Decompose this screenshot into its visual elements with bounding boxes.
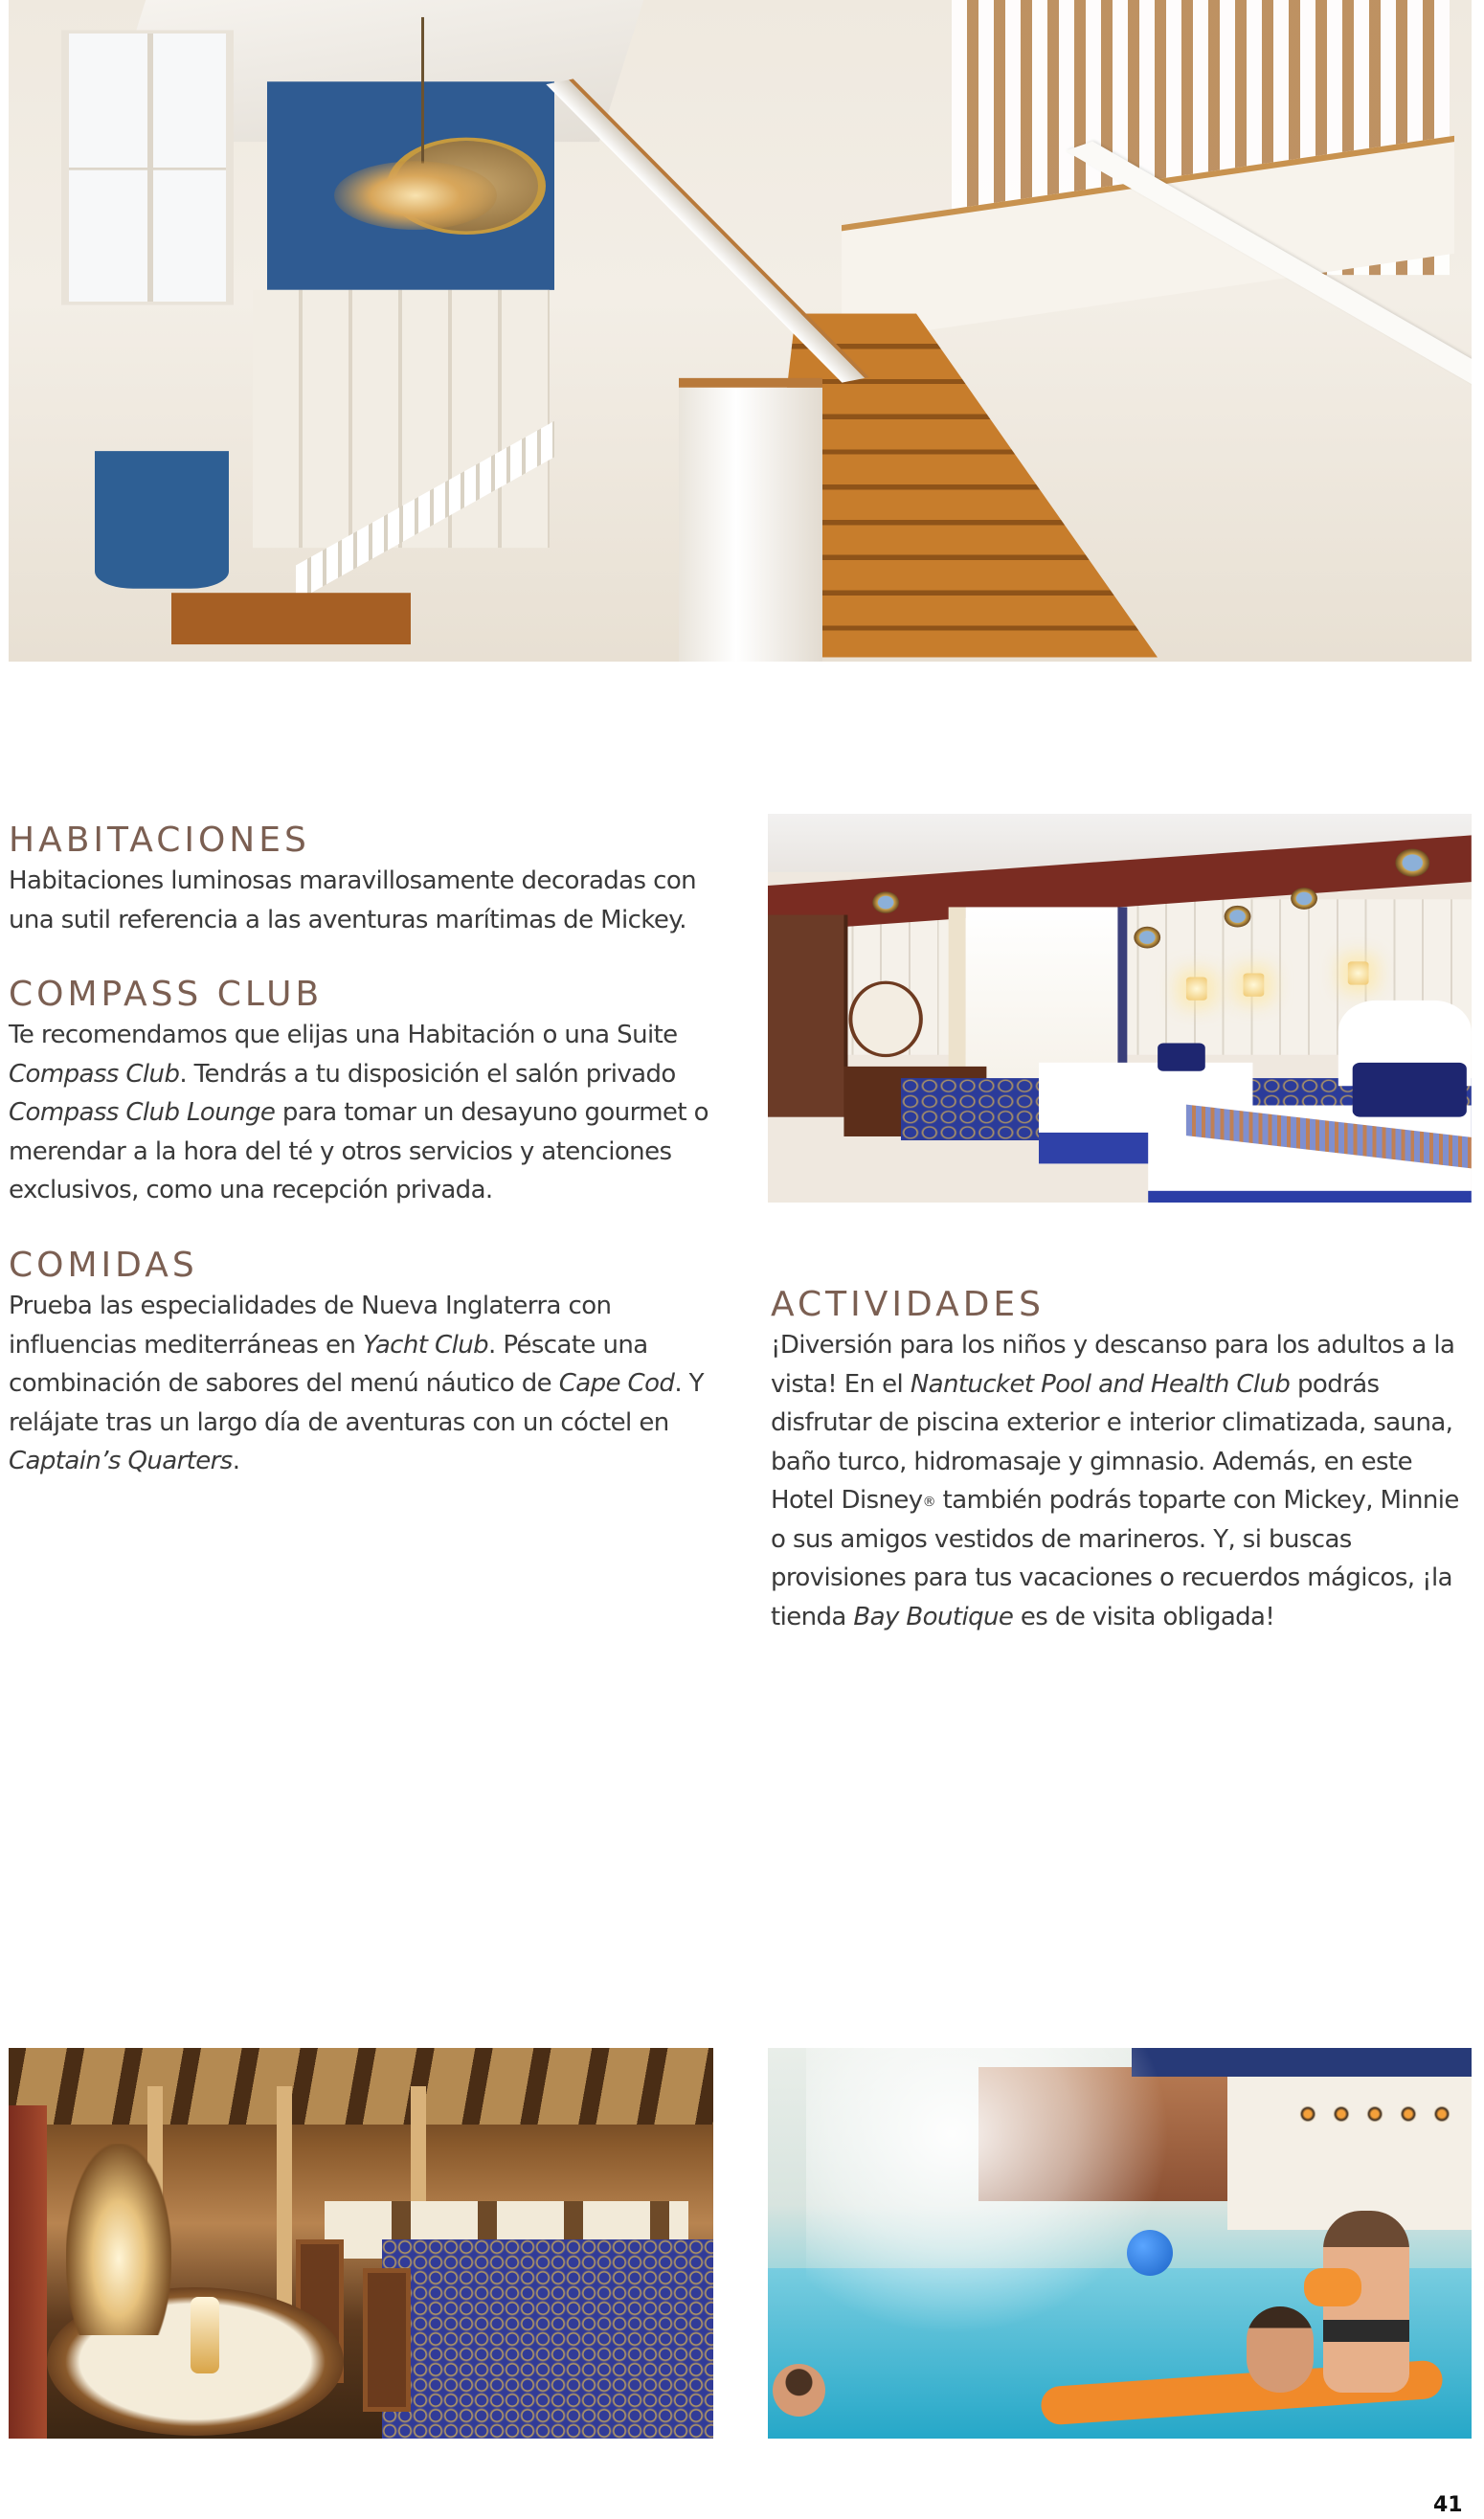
handrail <box>546 79 868 382</box>
wall-lamp <box>1244 973 1265 996</box>
vanity-mirror <box>848 981 922 1058</box>
room-photo <box>768 814 1472 1203</box>
section-habitaciones <box>9 820 736 939</box>
section-body: Te recomendamos que elijas una Habitación o una Suite Compass Club. Tendrás a tu disposición el salón privado Compass Club Lounge para tomar un desayuno gourmet o merendar a la hora del té y otros servicios y atenciones exclusivos, como una recepción privada. <box>9 1021 708 1204</box>
staircase-photo-scene <box>9 0 1472 662</box>
blue-ceiling <box>1132 2048 1472 2077</box>
blue-curtain <box>95 451 229 589</box>
porthole-frame <box>1395 849 1429 877</box>
porthole <box>1299 2105 1316 2123</box>
porthole-frame <box>1225 906 1251 928</box>
wall-lamp <box>1186 978 1207 1001</box>
candle-lantern <box>191 2297 219 2373</box>
window <box>61 30 234 304</box>
window <box>949 907 1128 1078</box>
staircase-photo <box>9 0 1472 662</box>
section-title: ACTIVIDADES <box>771 1285 1046 1324</box>
pillar <box>277 2086 292 2335</box>
room-photo-scene <box>768 814 1472 1203</box>
porthole-frame <box>872 891 899 913</box>
pool-photo <box>768 2048 1472 2439</box>
swimmer-head <box>773 2364 825 2417</box>
section-body: Prueba las especialidades de Nueva Inglaterra con influencias mediterráneas en Yacht Club. Péscate una combinación de sabores del menú náutico de Cape Cod. Y relájate tras un largo día de aventuras con un cóctel en Captain’s Quarters. <box>9 1292 704 1475</box>
section-title: COMIDAS <box>9 1246 198 1285</box>
porthole-frame <box>1134 927 1160 949</box>
wood-beam-ceiling <box>9 2048 713 2125</box>
pillow <box>1158 1044 1205 1071</box>
porthole <box>1333 2105 1350 2123</box>
wall <box>1227 2067 1472 2230</box>
chandelier-chain <box>421 17 424 164</box>
porthole-frame <box>1291 888 1317 910</box>
dining-photo <box>9 2048 713 2439</box>
page-number: 41 <box>1433 2493 1463 2517</box>
porthole <box>1400 2105 1417 2123</box>
wall-lamp <box>1348 961 1369 984</box>
lantern <box>66 2144 171 2335</box>
water-fountain-splash <box>806 2048 1170 2335</box>
section-actividades <box>771 1284 1479 1636</box>
section-title: HABITACIONES <box>9 821 310 860</box>
wardrobe <box>768 915 847 1117</box>
armband <box>1304 2268 1361 2306</box>
chair <box>363 2268 411 2412</box>
section-body: Habitaciones luminosas maravillosamente decoradas con una sutil referencia a las aventuras marítimas de Mickey. <box>9 866 697 934</box>
porthole <box>1433 2105 1450 2123</box>
man-swimmer <box>1247 2306 1314 2393</box>
section-body: ¡Diversión para los niños y descanso para los adultos a la vista! En el Nantucket Pool and Health Club podrás disfrutar de piscina exterior e interior climatizada, sauna, baño turco, hidromasaje y gimnasio. Además, en este Hotel Disney® también podrás toparte con Mickey, Minnie o sus amigos vestidos de marineros. Y, si buscas provisiones para tus vacaciones o recuerdos mágicos, ¡la tienda Bay Boutique es de visita obligada! <box>771 1331 1459 1631</box>
porthole <box>1366 2105 1383 2123</box>
newel-post <box>679 378 822 662</box>
curtain <box>9 2105 47 2439</box>
carpet <box>382 2239 713 2439</box>
beach-ball <box>1127 2230 1173 2276</box>
section-comidas <box>9 1245 736 1481</box>
wood-floor <box>171 593 411 644</box>
section-title: COMPASS CLUB <box>9 975 324 1014</box>
chandelier <box>334 161 497 230</box>
pillow <box>1353 1063 1467 1117</box>
section-compass-club <box>9 974 736 1210</box>
